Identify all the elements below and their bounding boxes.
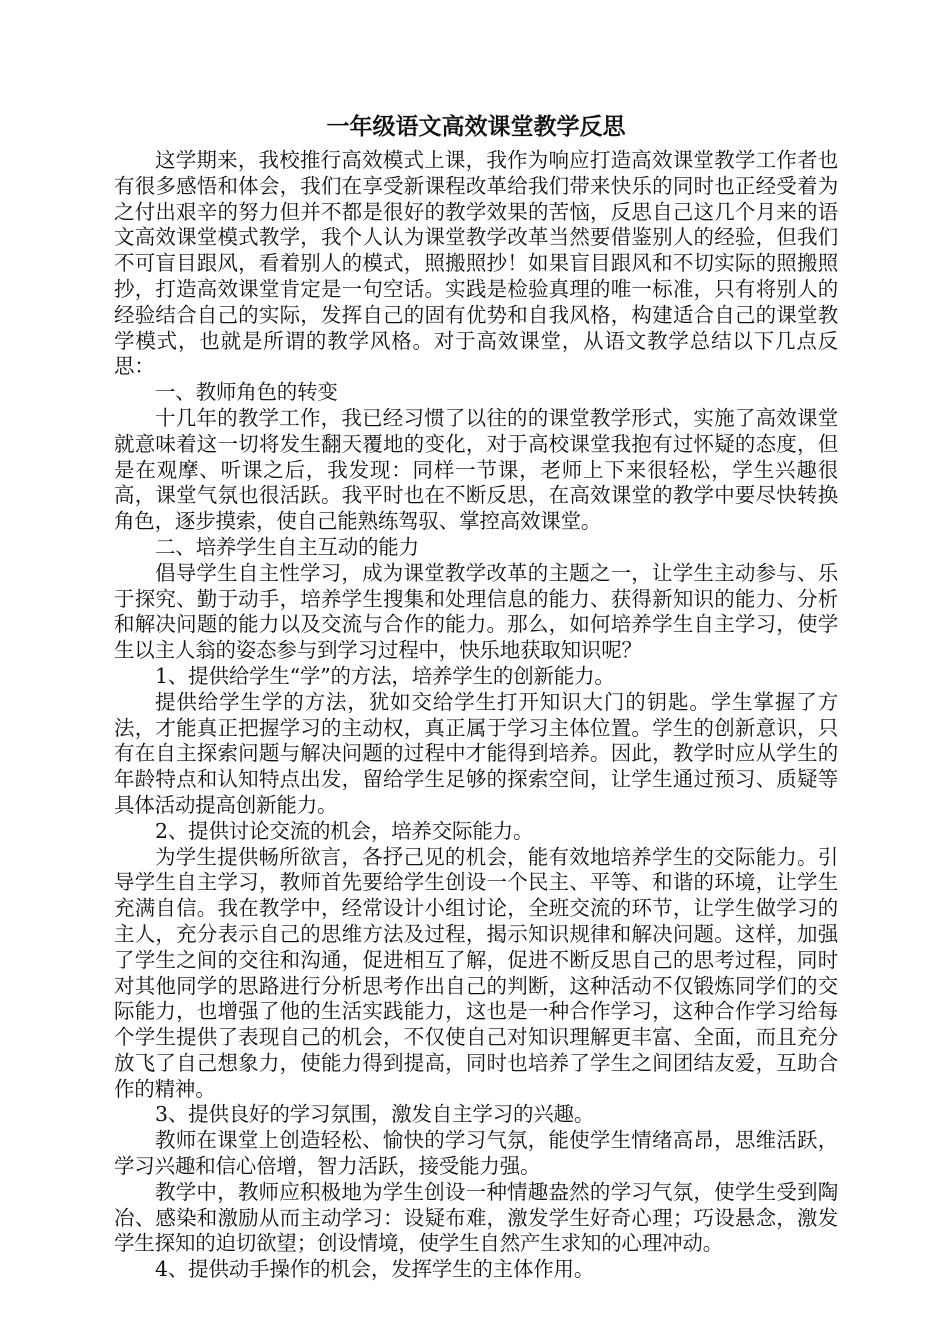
subheading-learning-methods: 1、提供给学生“学”的方法，培养学生的创新能力。: [155, 663, 615, 688]
subheading-discussion: 2、提供讨论交流的机会，培养交际能力。: [155, 818, 534, 843]
document-title: 一年级语文高效课堂教学反思: [326, 113, 626, 140]
document-body: [114, 112, 838, 1283]
paragraph-intro: 这学期来，我校推行高效模式上课，我作为响应打造高效课堂教学工作者也有很多感悟和体会，我们在享受新课程改革给我们带来快乐的同时也正经受着为之付出艰辛的努力但并不都是很好的教学效果的苦恼，反思自己这几个月来的语文高效课堂模式教学，我个人认为课堂教学改革当然要借鉴别人的经验，但我们不可盲目跟风，看着别人的模式，照搬照抄！如果盲目跟风和不切实际的照搬照抄，打造高效课堂肯定是一句空话。实践是检验真理的唯一标准，只有将别人的经验结合自己的实际，发挥自己的固有优势和自我风格，构建适合自己的课堂教学模式，也就是所谓的教学风格。对于高效课堂，从语文教学总结以下几点反思：: [114, 148, 838, 379]
section-heading-student-autonomy: 二、培养学生自主互动的能力: [155, 534, 419, 559]
paragraph-discussion: 为学生提供畅所欲言，各抒己见的机会，能有效地培养学生的交际能力。引导学生自主学习，教师首先要给学生创设一个民主、平等、和谐的环境，让学生充满自信。我在教学中，经常设计小组讨论，全班交流的环节，让学生做学习的主人，充分表示自己的思维方法及过程，揭示知识规律和解决问题。这样，加强了学生之间的交往和沟通，促进相互了解，促进不断反思自己的思考过程，同时对其他同学的思路进行分析思考作出自己的判断，这种活动不仅锻炼同学们的交际能力，也增强了他的生活实践能力，这也是一种合作学习，这种合作学习给每个学生提供了表现自己的机会，不仅使自己对知识理解更丰富、全面，而且充分放飞了自己想象力，使能力得到提高，同时也培养了学生之间团结友爱，互助合作的精神。: [114, 844, 838, 1101]
paragraph-student-autonomy: 倡导学生自主性学习，成为课堂教学改革的主题之一，让学生主动参与、乐于探究、勤于动手，培养学生搜集和处理信息的能力、获得新知识的能力、分析和解决问题的能力以及交流与合作的能力。那么，如何培养学生自主学习，使学生以主人翁的姿态参与到学习过程中，快乐地获取知识呢？: [114, 560, 838, 663]
paragraph-teacher-role: 十几年的教学工作，我已经习惯了以往的的课堂教学形式，实施了高效课堂就意味着这一切将发生翻天覆地的变化，对于高校课堂我抱有过怀疑的态度，但是在观摩、听课之后，我发现：同样一节课，老师上下来很轻松，学生兴趣很高，课堂气氛也很活跃。我平时也在不断反思，在高效课堂的教学中要尽快转换角色，逐步摸索，使自己能熟练驾驭、掌控高效课堂。: [114, 405, 838, 534]
subheading-hands-on: 4、提供动手操作的机会，发挥学生的主体作用。: [155, 1257, 595, 1282]
section-heading-teacher-role: 一、教师角色的转变: [155, 380, 338, 405]
subheading-atmosphere: 3、提供良好的学习氛围，激发自主学习的兴趣。: [155, 1102, 595, 1127]
paragraph-learning-methods: 提供给学生学的方法，犹如交给学生打开知识大门的钥匙。学生掌握了方法，才能真正把握学习的主动权，真正属于学习主体位置。学生的创新意识，只有在自主探索问题与解决问题的过程中才能得到培养。因此，教学时应从学生的年龄特点和认知特点出发，留给学生足够的探索空间，让学生通过预习、质疑等具体活动提高创新能力。: [114, 689, 838, 817]
paragraph-atmosphere-1: 教师在课堂上创造轻松、愉快的学习气氛，能使学生情绪高昂，思维活跃，学习兴趣和信心倍增，智力活跃，接受能力强。: [114, 1128, 838, 1179]
paragraph-atmosphere-2: 教学中，教师应积极地为学生创设一种情趣盎然的学习气氛，使学生受到陶冶、感染和激励从而主动学习：设疑布难，激发学生好奇心理；巧设悬念，激发学生探知的迫切欲望；创设情境，使学生自然产生求知的心理冲动。: [114, 1179, 838, 1256]
